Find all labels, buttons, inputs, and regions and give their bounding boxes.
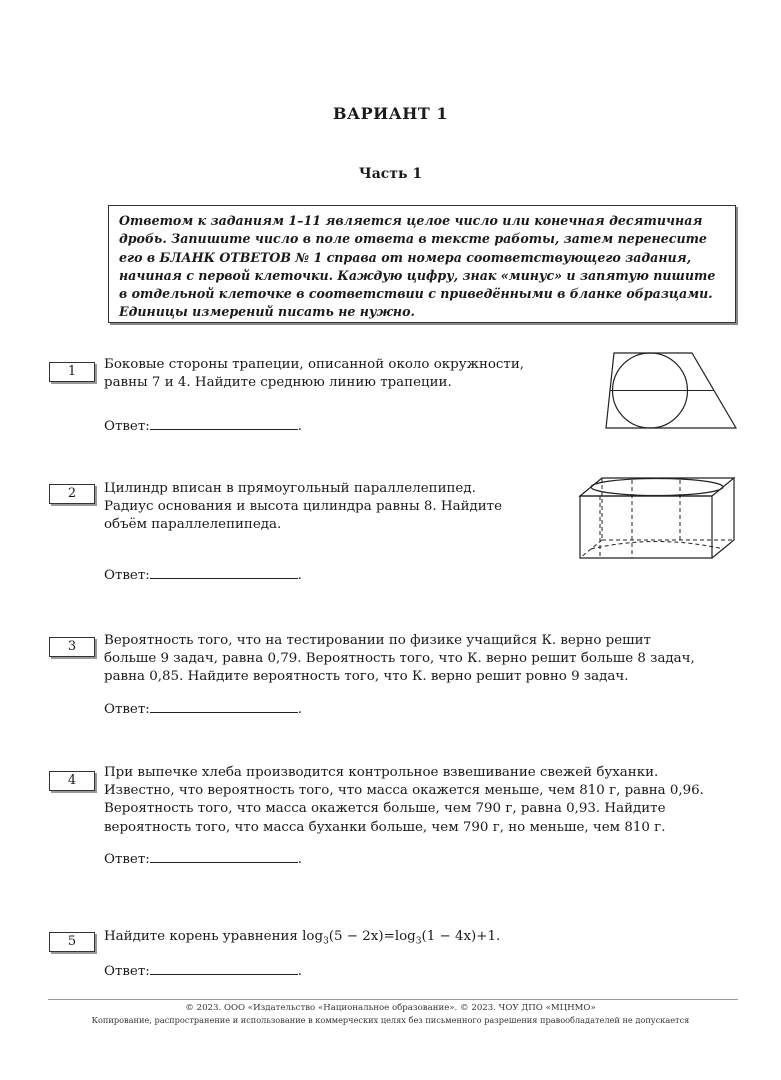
- task-4-line: Известно, что вероятность того, что масса окажется меньше, чем 810 г, равна 0,96.: [104, 783, 704, 799]
- answer-label: Ответ:: [104, 419, 150, 434]
- trapezoid-circle-figure: [600, 350, 740, 432]
- task-2-answer: [104, 566, 302, 583]
- cylinder-in-box-figure: [566, 474, 738, 564]
- part-title: Часть 1: [358, 166, 423, 182]
- equation-base: 3: [415, 936, 422, 947]
- task-1-text: [104, 356, 554, 392]
- task-1-answer: [104, 417, 302, 434]
- equation-arg: (5 − 2x): [328, 929, 384, 944]
- variant-title: ВАРИАНТ 1: [333, 104, 448, 123]
- task-5-text: [104, 928, 738, 951]
- task-2-line: Радиус основания и высота цилиндра равны 8. Найдите: [104, 499, 503, 515]
- answer-field-4[interactable]: [150, 850, 298, 863]
- instructions-line: Единицы измерений писать не нужно.: [119, 304, 415, 320]
- answer-period: .: [297, 419, 303, 434]
- task-number-1: 1: [49, 362, 95, 382]
- answer-label: Ответ:: [104, 964, 150, 979]
- equation-log: log: [302, 929, 324, 944]
- task-number-2: 2: [49, 484, 95, 504]
- task-4-answer: [104, 850, 302, 867]
- answer-label: Ответ:: [104, 852, 150, 867]
- equation-base: 3: [323, 936, 329, 947]
- answer-field-2[interactable]: [150, 566, 298, 579]
- answer-period: .: [297, 568, 303, 583]
- task-2-line: объём параллелепипеда.: [104, 517, 282, 533]
- footer-divider: [48, 999, 738, 1000]
- task-number-5: 5: [49, 932, 95, 952]
- task-4-line: вероятность того, что масса буханки больше, чем 790 г, но меньше, чем 810 г.: [104, 819, 666, 835]
- answer-label: Ответ:: [104, 702, 150, 717]
- equation-arg: (1 − 4x): [421, 929, 477, 944]
- instructions-line: в отдельной клеточке в соответствии с приведёнными в бланке образцами.: [119, 286, 713, 302]
- task-5-answer: [104, 962, 302, 979]
- answer-field-1[interactable]: [150, 417, 298, 430]
- answer-field-3[interactable]: [150, 700, 298, 713]
- footer-notice: Копирование, распространение и использование в коммерческих целях без письменного разрешения правообладателей не допускается: [91, 1015, 690, 1025]
- answer-label: Ответ:: [104, 568, 150, 583]
- answer-period: .: [297, 852, 303, 867]
- instructions-line: начиная с первой клеточки. Каждую цифру, знак «минус» и запятую пишите: [119, 267, 716, 283]
- answer-field-5[interactable]: [150, 962, 298, 975]
- answer-period: .: [297, 964, 303, 979]
- task-4-text: [104, 764, 738, 837]
- instructions-box: [108, 205, 736, 323]
- task-1-line: Боковые стороны трапеции, описанной около окружности,: [104, 357, 525, 372]
- equation-equals: =: [383, 929, 395, 944]
- instructions-line: его в БЛАНК ОТВЕТОВ № 1 справа от номера соответствующего задания,: [119, 249, 692, 265]
- task-3-answer: [104, 700, 302, 717]
- instructions-line: дробь. Запишите число в поле ответа в тексте работы, затем перенесите: [119, 231, 707, 247]
- task-3-line: больше 9 задач, равна 0,79. Вероятность того, что К. верно решит больше 8 задач,: [104, 651, 695, 667]
- task-number-4: 4: [49, 771, 95, 791]
- task-3-line: Вероятность того, что на тестировании по физике учащийся К. верно решит: [104, 633, 651, 648]
- task-5-prefix: Найдите корень уравнения: [104, 929, 298, 944]
- task-2-text: [104, 480, 540, 535]
- instructions-line: Ответом к заданиям 1–11 является целое число или конечная десятичная: [119, 213, 703, 228]
- task-1-line: равны 7 и 4. Найдите среднюю линию трапеции.: [104, 375, 452, 391]
- task-4-line: Вероятность того, что масса окажется больше, чем 790 г, равна 0,93. Найдите: [104, 801, 666, 817]
- equation-log: log: [394, 929, 416, 944]
- task-5-equation: [302, 929, 501, 947]
- equation-tail: +1.: [476, 929, 501, 944]
- task-2-line: Цилиндр вписан в прямоугольный параллелепипед.: [104, 481, 476, 496]
- task-4-line: При выпечке хлеба производится контрольное взвешивание свежей буханки.: [104, 765, 659, 780]
- task-3-text: [104, 632, 738, 687]
- task-3-line: равна 0,85. Найдите вероятность того, что К. верно решит ровно 9 задач.: [104, 669, 629, 685]
- footer-copyright: © 2023. ООО «Издательство «Национальное образование». © 2023. ЧОУ ДПО «МЦНМО»: [185, 1003, 596, 1013]
- task-number-3: 3: [49, 637, 95, 657]
- answer-period: .: [297, 702, 303, 717]
